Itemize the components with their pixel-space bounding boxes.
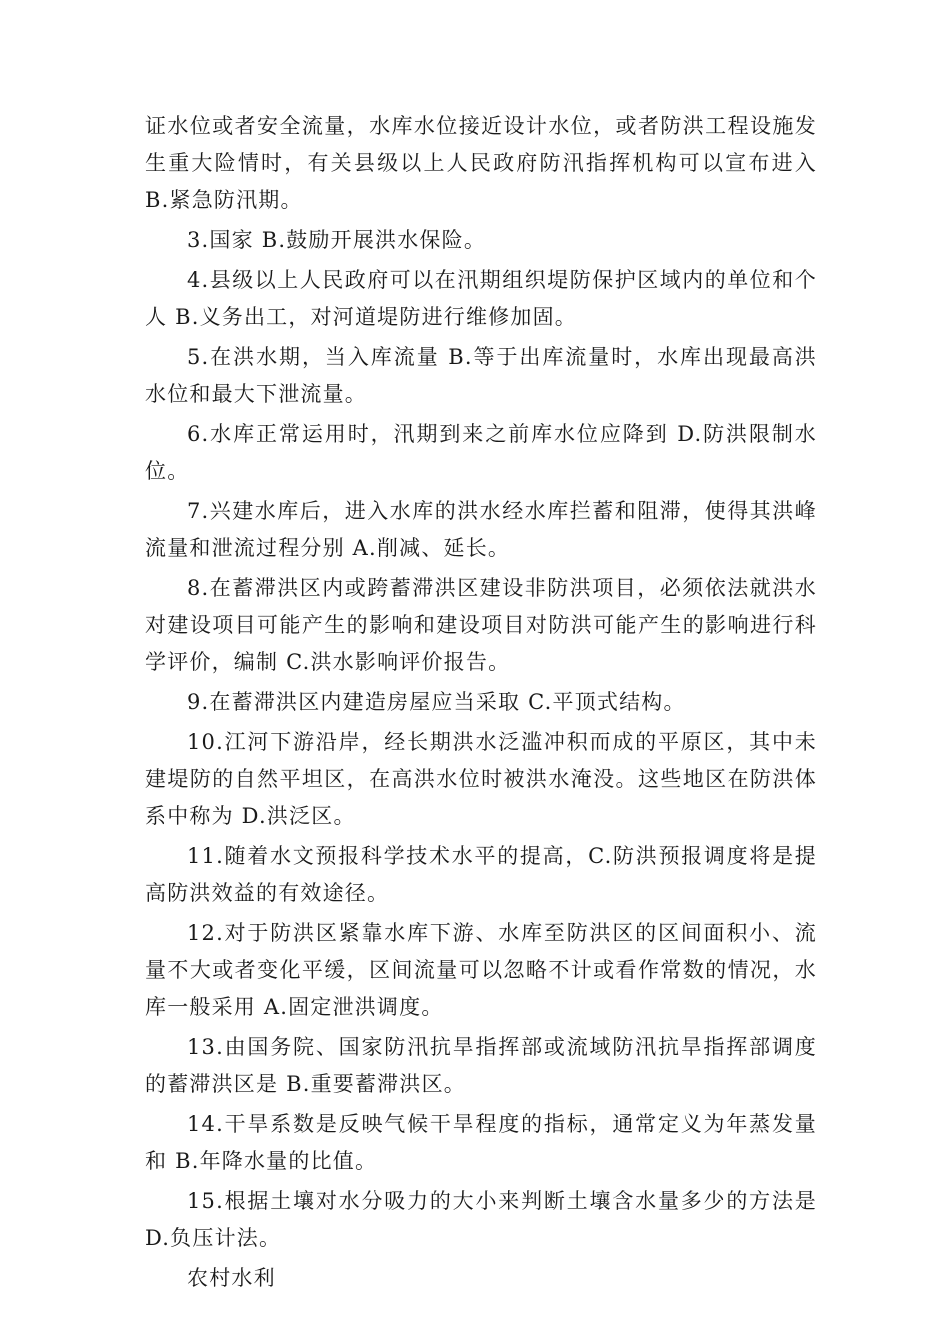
paragraph-item-7: 7.兴建水库后，进入水库的洪水经水库拦蓄和阻滞，使得其洪峰流量和泄流过程分别 A.削减、延长。 [145,499,817,560]
document-body [145,108,817,1297]
paragraph-item-6: 6.水库正常运用时，汛期到来之前库水位应降到 D.防洪限制水位。 [145,422,817,483]
paragraph-item-5: 5.在洪水期，当入库流量 B.等于出库流量时，水库出现最高洪水位和最大下泄流量。 [145,345,817,406]
paragraph-item-9: 9.在蓄滞洪区内建造房屋应当采取 C.平顶式结构。 [187,690,686,714]
paragraph-item-3: 3.国家 B.鼓励开展洪水保险。 [187,228,487,252]
section-heading: 农村水利 [187,1266,276,1290]
paragraph-item-4: 4.县级以上人民政府可以在汛期组织堤防保护区域内的单位和个人 B.义务出工，对河道堤防进行维修加固。 [145,268,817,329]
paragraph-item-12: 12.对于防洪区紧靠水库下游、水库至防洪区的区间面积小、流量不大或者变化平缓，区间流量可以忽略不计或看作常数的情况，水库一般采用 A.固定泄洪调度。 [145,921,817,1019]
paragraph-item-14: 14.干旱系数是反映气候干旱程度的指标，通常定义为年蒸发量和 B.年降水量的比值。 [145,1112,817,1173]
paragraph-item-11: 11.随着水文预报科学技术水平的提高，C.防洪预报调度将是提高防洪效益的有效途径。 [145,844,817,905]
paragraph-item-13: 13.由国务院、国家防汛抗旱指挥部或流域防汛抗旱指挥部调度的蓄滞洪区是 B.重要蓄滞洪区。 [145,1035,817,1096]
paragraph-item-8: 8.在蓄滞洪区内或跨蓄滞洪区建设非防洪项目，必须依法就洪水对建设项目可能产生的影响和建设项目对防洪可能产生的影响进行科学评价，编制 C.洪水影响评价报告。 [145,576,817,674]
paragraph-continuation: 证水位或者安全流量，水库水位接近设计水位，或者防洪工程设施发生重大险情时，有关县级以上人民政府防汛指挥机构可以宣布进入 B.紧急防汛期。 [145,114,817,212]
paragraph-item-15: 15.根据土壤对水分吸力的大小来判断土壤含水量多少的方法是 D.负压计法。 [145,1189,817,1250]
paragraph-item-10: 10.江河下游沿岸，经长期洪水泛滥冲积而成的平原区，其中未建堤防的自然平坦区，在高洪水位时被洪水淹没。这些地区在防洪体系中称为 D.洪泛区。 [145,730,817,828]
